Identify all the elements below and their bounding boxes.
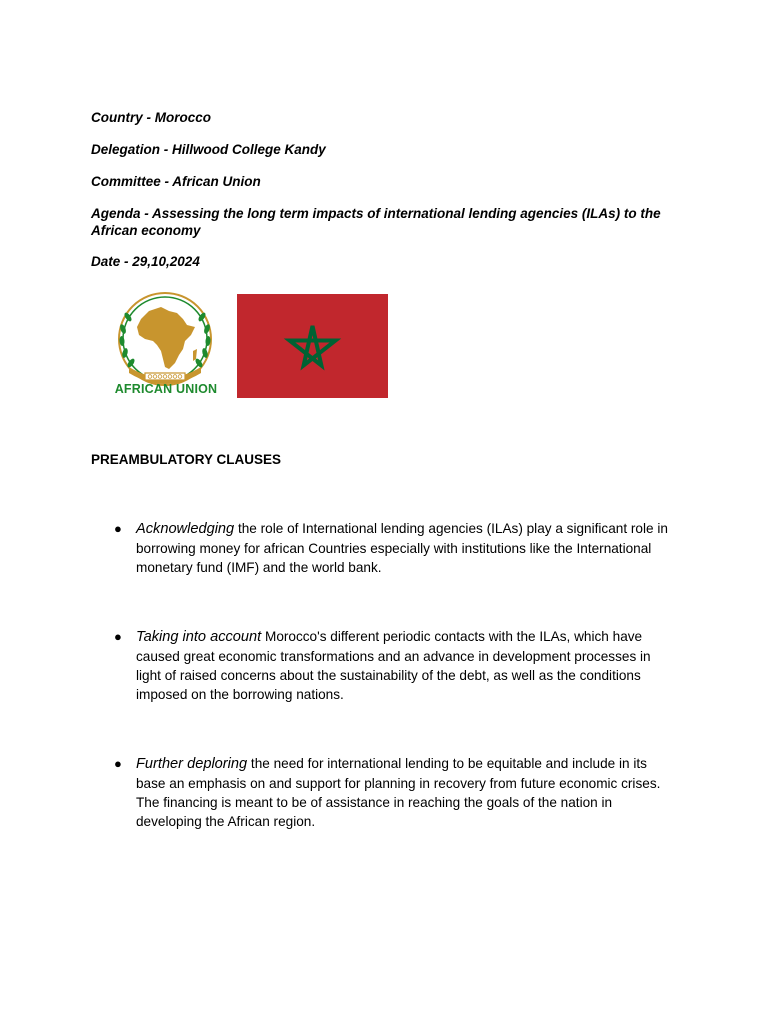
clause-body: the need for international lending to be equitable and include in its base an emphasis on and support for planning in recovery from future economic crises. The financing is meant to be of assistance in reaching the goals of the nation in developing the African region. <box>136 756 661 829</box>
country-line: Country - Morocco <box>91 110 211 125</box>
clause-text <box>136 519 676 577</box>
clause-text <box>136 754 676 831</box>
bullet-icon: ● <box>114 521 122 536</box>
clause-body: Morocco's different periodic contacts with the ILAs, which have caused great economic transformations and an advance in development processes in light of raised concerns about the sustainability of the debt, as well as the conditions imposed on the borrowing nations. <box>136 629 651 702</box>
green-pentagram-star-icon <box>237 294 388 398</box>
delegation-line: Delegation - Hillwood College Kandy <box>91 142 326 157</box>
bullet-icon: ● <box>114 629 122 644</box>
clause-operative-phrase: Acknowledging <box>136 521 235 537</box>
committee-line: Committee - African Union <box>91 174 261 189</box>
agenda-line: Agenda - Assessing the long term impacts of international lending agencies (ILAs) to the African economy <box>91 206 661 238</box>
date-line: Date - 29,10,2024 <box>91 254 200 269</box>
bullet-icon: ● <box>114 756 122 771</box>
preambulatory-heading: PREAMBULATORY CLAUSES <box>91 452 282 467</box>
clause-body: the role of International lending agencies (ILAs) play a significant role in borrowing money for african Countries especially with institutions like the International monetary fund (IMF) and the world bank. <box>136 521 668 575</box>
clause-operative-phrase: Taking into account <box>136 629 262 645</box>
morocco-flag <box>237 294 388 398</box>
african-union-logo-text: AFRICAN UNION <box>114 382 218 396</box>
logos-row <box>91 285 391 403</box>
clause-operative-phrase: Further deploring <box>136 756 248 772</box>
clause-text <box>136 627 676 704</box>
